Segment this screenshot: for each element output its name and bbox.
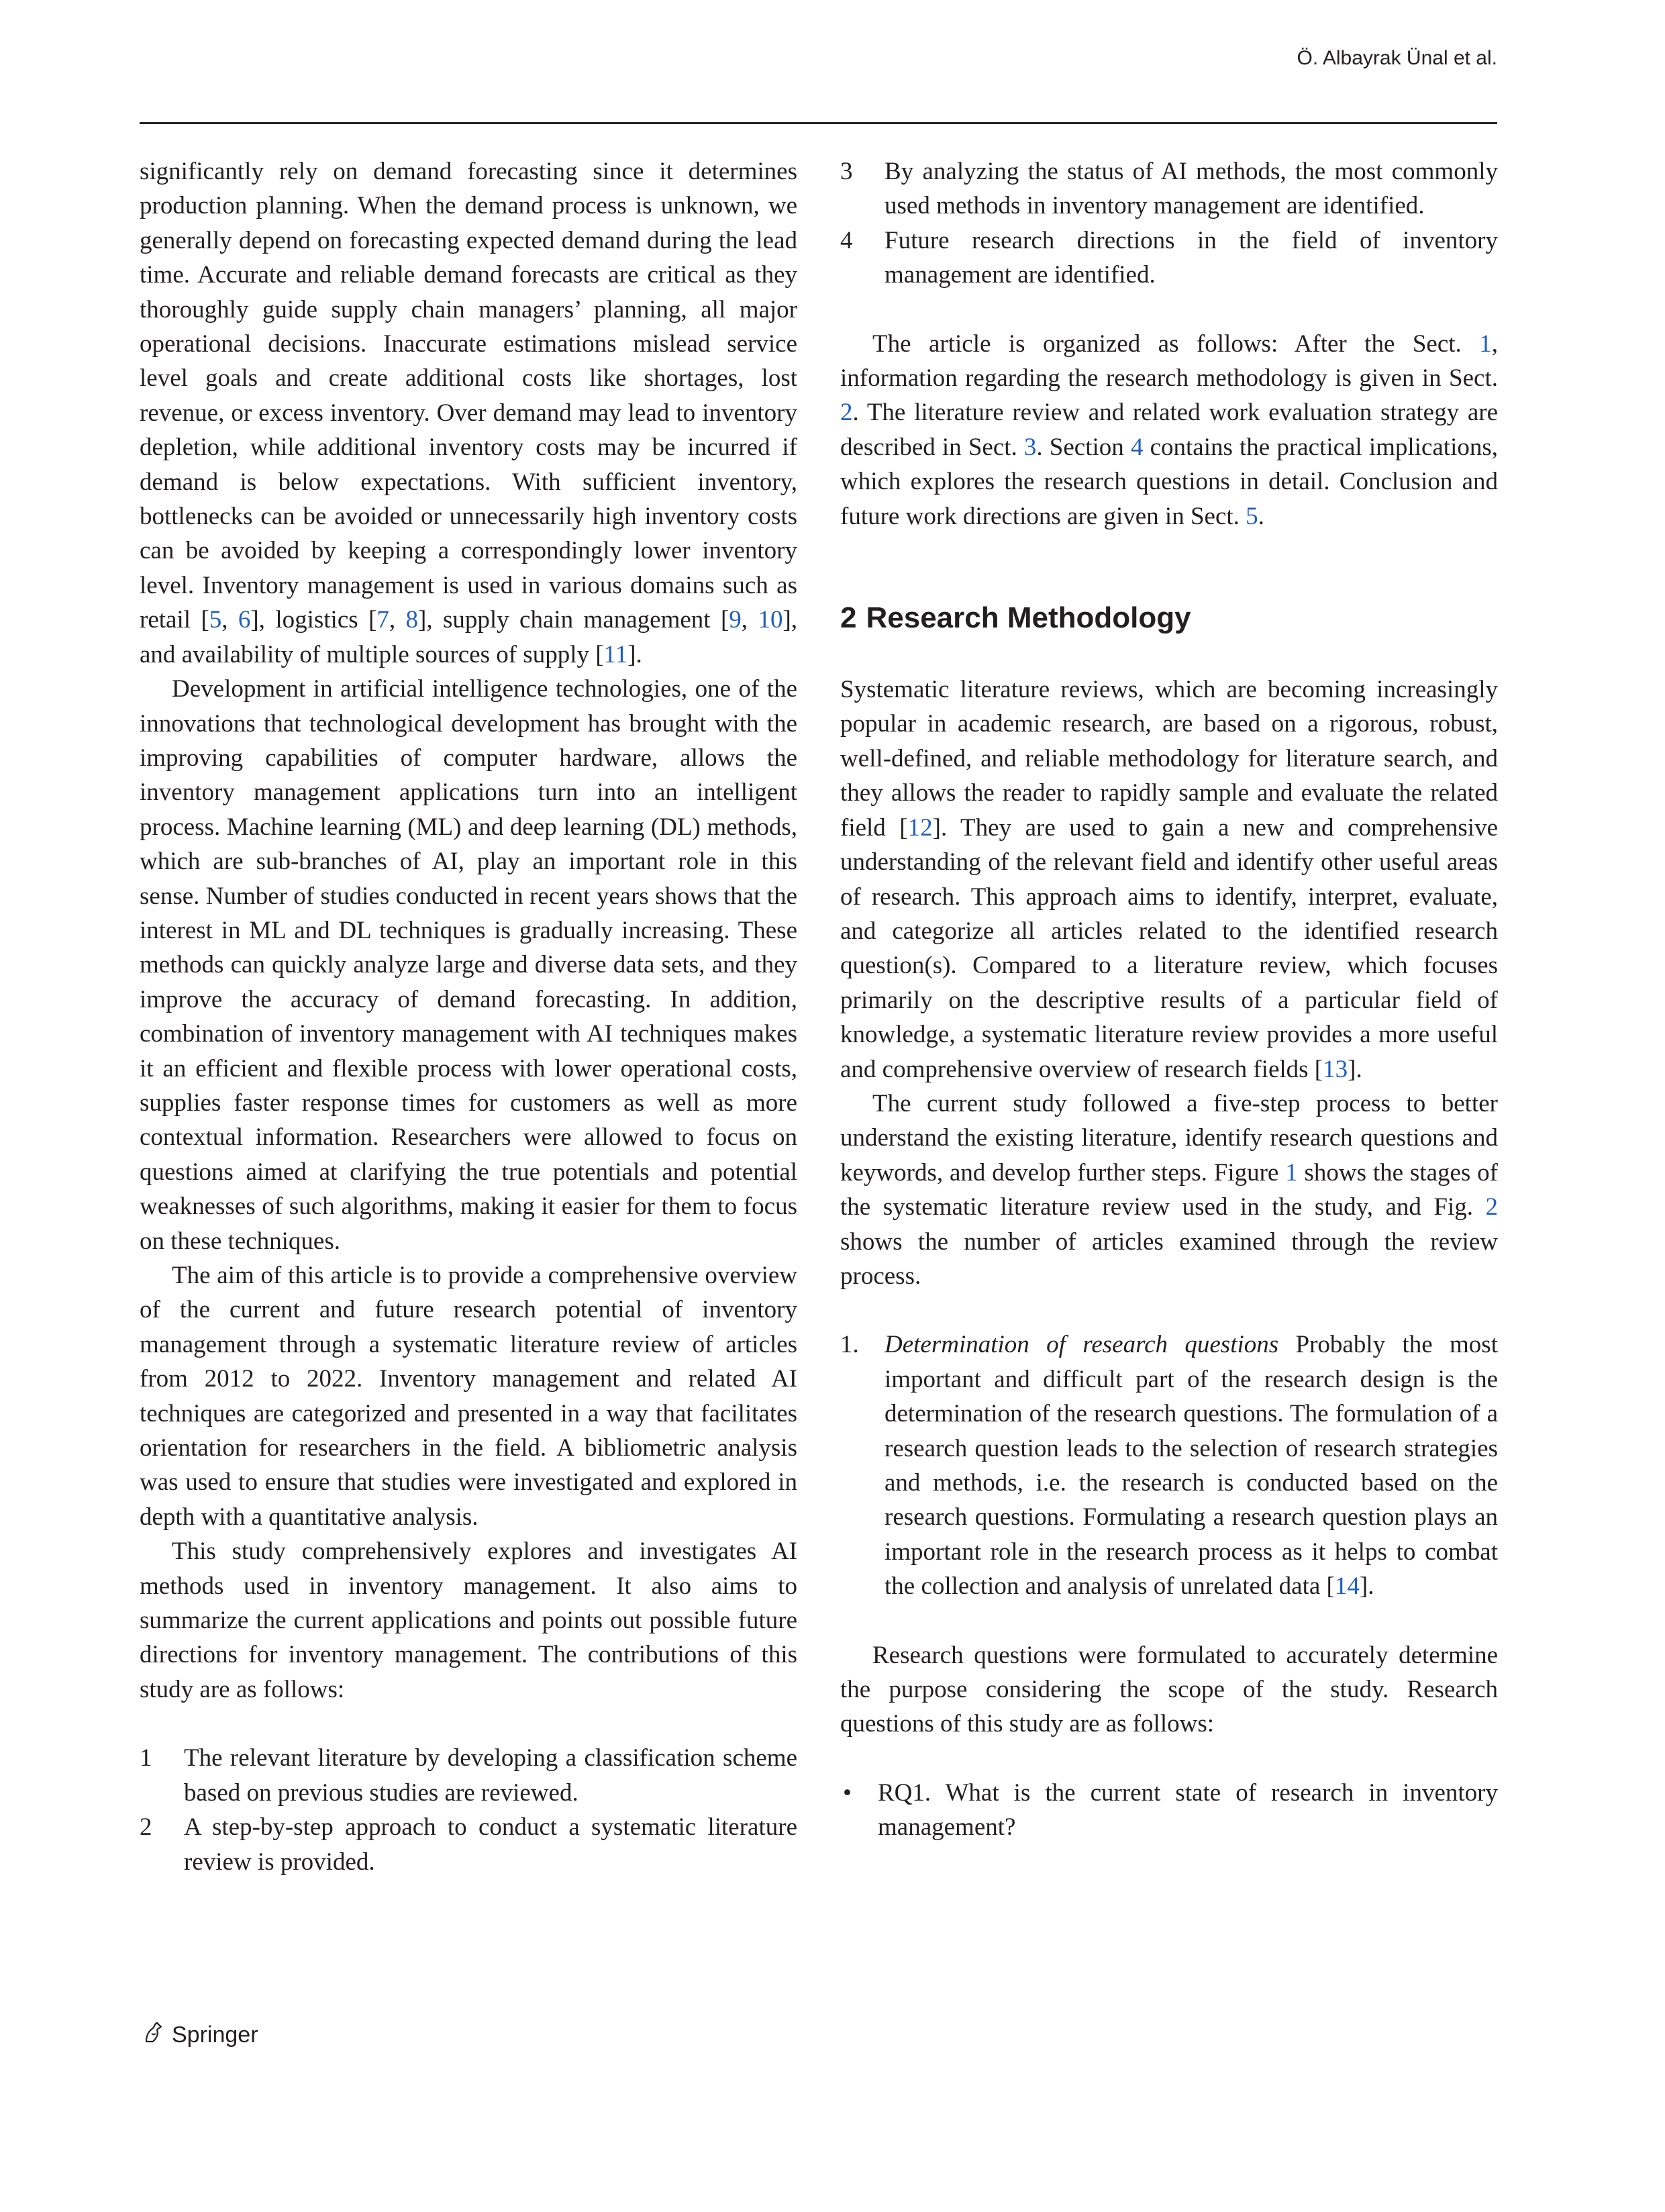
figure-link[interactable]: 1 bbox=[1285, 1158, 1298, 1187]
publisher-name: Springer bbox=[172, 2022, 258, 2048]
paragraph-demand-forecasting: significantly rely on demand forecasting since it determines production planning. When the demand process is unknown, we generally depend on forecasting expected demand during the lead time. Accurate and reliable demand forecasts are critical as they thoroughly guide supply chain managers’ planning, all major operational decisions. Inaccurate estimations mislead service level goals and create additional costs like shortages, lost revenue, or excess inventory. Over demand may lead to inventory depletion, while additional inventory costs may be incurred if demand is below expectations. With sufficient inventory, bottlenecks can be avoided or unnecessarily high inventory costs can be avoided by keeping a correspondingly lower inventory level. Inventory management is used in various domains such as retail [5, 6], logistics [7, 8], supply chain management [9, 10], and availability of multiple sources of supply [11]. bbox=[140, 158, 798, 668]
citation-link[interactable]: 6 bbox=[238, 606, 251, 634]
paragraph-study-scope: This study comprehensively explores and investigates AI methods used in inventory management. It also aims to summarize the current applications and points out possible future directions for inventory management. The contributions of this study are as follows: bbox=[140, 1538, 797, 1703]
section-link[interactable]: 5 bbox=[1246, 502, 1258, 530]
paragraph-organization: The article is organized as follows: After the Sect. 1, information regarding the research methodology is given in Sect. 2. The literature review and related work evaluation strategy are described in Sect. 3. Section 4 contains the practical implications, which explores the research questions in detail. Conclusion and future work directions are given in Sect. 5. bbox=[840, 330, 1499, 530]
section-link[interactable]: 3 bbox=[1023, 433, 1037, 461]
citation-link[interactable]: 13 bbox=[1323, 1055, 1348, 1083]
citation-link[interactable]: 10 bbox=[758, 606, 783, 634]
list-item: 1 The relevant literature by developing a classification scheme based on previous studies are reviewed. bbox=[140, 1744, 797, 1807]
section-link[interactable]: 4 bbox=[1130, 433, 1144, 461]
section-heading: 2 Research Methodology bbox=[840, 601, 1191, 635]
list-item: 2 A step-by-step approach to conduct a systematic literature review is provided. bbox=[140, 1813, 797, 1876]
header-rule bbox=[140, 122, 1497, 124]
contributions-list-continued bbox=[840, 154, 1498, 293]
citation-link[interactable]: 14 bbox=[1334, 1572, 1360, 1601]
list-item: 4 Future research directions in the field of inventory management are identified. bbox=[840, 226, 1498, 289]
steps-list bbox=[840, 1327, 1498, 1603]
publisher-footer bbox=[140, 2019, 258, 2052]
right-column bbox=[840, 154, 1498, 1845]
figure-link[interactable]: 2 bbox=[1485, 1193, 1498, 1221]
citation-link[interactable]: 9 bbox=[729, 606, 742, 634]
paragraph-rq-intro: Research questions were formulated to accurately determine the purpose considering the scope of the study. Research questions of this study are as follows: bbox=[840, 1641, 1498, 1738]
paragraph-slr: Systematic literature reviews, which are becoming increasingly popular in academic research, are based on a rigorous, robust, well-defined, and reliable methodology for literature search, and they allows the reader to rapidly sample and evaluate the related field [12]. They are used to gain a new and comprehensive understanding of the relevant field and identify other useful areas of research. This approach aims to identify, interpret, evaluate, and categorize all articles related to the identified research question(s). Compared to a literature review, which focuses primarily on the descriptive results of a particular field of knowledge, a systematic literature review provides a more useful and comprehensive overview of research fields [13]. bbox=[840, 676, 1499, 1083]
research-questions-list bbox=[840, 1776, 1498, 1845]
citation-link[interactable]: 8 bbox=[405, 606, 419, 634]
citation-link[interactable]: 7 bbox=[376, 606, 389, 634]
list-item: 3 By analyzing the status of AI methods, the most commonly used methods in inventory management are identified. bbox=[840, 158, 1498, 220]
list-item: • RQ1. What is the current state of research in inventory management? bbox=[843, 1778, 1498, 1842]
paragraph-aim: The aim of this article is to provide a comprehensive overview of the current and future research potential of inventory management through a systematic literature review of articles from 2012 to 2022. Inventory management and related AI techniques are categorized and presented in a way that facilitates orientation for researchers in the field. A bibliometric analysis was used to ensure that studies were investigated and explored in depth with a quantitative analysis. bbox=[140, 1262, 797, 1531]
list-item: 1. Determination of research questions Probably the most important and difficult part of the research design is the determination of the research questions. The formulation of a research question leads to the selection of research strategies and methods, i.e. the research is conducted based on the research questions. Formulating a research question plays an important role in the research process as it helps to combat the collection and analysis of unrelated data [14]. bbox=[840, 1331, 1498, 1601]
paragraph-five-step: The current study followed a five-step process to better understand the existing literature, identify research questions and keywords, and develop further steps. Figure 1 shows the stages of the systematic literature review used in the study, and Fig. 2 shows the number of articles examined through the review process. bbox=[840, 1089, 1498, 1290]
contributions-list bbox=[140, 1741, 797, 1879]
running-head: Ö. Albayrak Ünal et al. bbox=[1297, 47, 1497, 69]
citation-link[interactable]: 12 bbox=[907, 813, 933, 842]
citation-link[interactable]: 5 bbox=[209, 606, 222, 634]
paragraph-ai-development: Development in artificial intelligence technologies, one of the innovations that technological development has brought with the improving capabilities of computer hardware, allows the inventory management applications turn into an intelligent process. Machine learning (ML) and deep learning (DL) methods, which are sub-branches of AI, play an important role in this sense. Number of studies conducted in recent years shows that the interest in ML and DL techniques is gradually increasing. These methods can quickly analyze large and diverse data sets, and they improve the accuracy of demand forecasting. In addition, combination of inventory management with AI techniques makes it an efficient and flexible process with lower operational costs, supplies faster response times for customers as well as more contextual information. Researchers were allowed to focus on questions aimed at clarifying the true potentials and potential weaknesses of such algorithms, making it easier for them to focus on these techniques. bbox=[140, 675, 797, 1255]
section-link[interactable]: 2 bbox=[840, 399, 853, 427]
section-link[interactable]: 1 bbox=[1479, 330, 1492, 358]
springer-horse-icon bbox=[140, 2019, 166, 2052]
citation-link[interactable]: 11 bbox=[603, 640, 628, 668]
left-column bbox=[140, 154, 797, 1879]
